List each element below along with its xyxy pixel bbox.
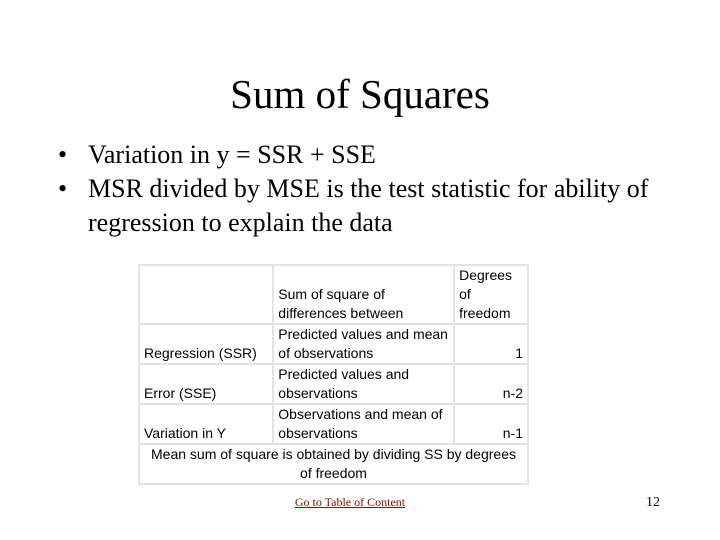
- table-row: [139, 364, 528, 404]
- row-df: n-1: [454, 404, 528, 444]
- bullet-marker: •: [58, 140, 68, 169]
- row-label: Variation in Y: [139, 404, 273, 444]
- bullet-list: [58, 138, 658, 240]
- header-cell-degrees: Degrees of freedom: [454, 265, 528, 324]
- table-row: [139, 324, 528, 364]
- table-of-content-link[interactable]: Go to Table of Content: [294, 495, 406, 509]
- row-between: Predicted values and observations: [273, 364, 454, 404]
- row-label: Error (SSE): [139, 364, 273, 404]
- bullet-marker: •: [58, 174, 68, 203]
- row-df: n-2: [454, 364, 528, 404]
- table-header-row: [139, 265, 528, 324]
- bullet-text: Variation in y = SSR + SSE: [88, 140, 376, 169]
- header-cell-empty: [139, 265, 273, 324]
- sum-of-squares-table: [138, 264, 529, 485]
- bullet-text: MSR divided by MSE is the test statistic for ability of regression to explain the data: [88, 174, 649, 237]
- slide-title: Sum of Squares: [230, 71, 490, 117]
- header-cell-differences: Sum of square of differences between: [273, 265, 454, 324]
- row-label: Regression (SSR): [139, 324, 273, 364]
- row-between: Observations and mean of observations: [273, 404, 454, 444]
- bullet-item: [58, 172, 658, 240]
- table-footer-row: [139, 444, 528, 484]
- table-footer-note: Mean sum of square is obtained by dividing SS by degrees of freedom: [139, 444, 528, 484]
- row-between: Predicted values and mean of observations: [273, 324, 454, 364]
- table-row: [139, 404, 528, 444]
- page-number: 12: [646, 495, 660, 510]
- row-df: 1: [454, 324, 528, 364]
- bullet-item: [58, 138, 658, 172]
